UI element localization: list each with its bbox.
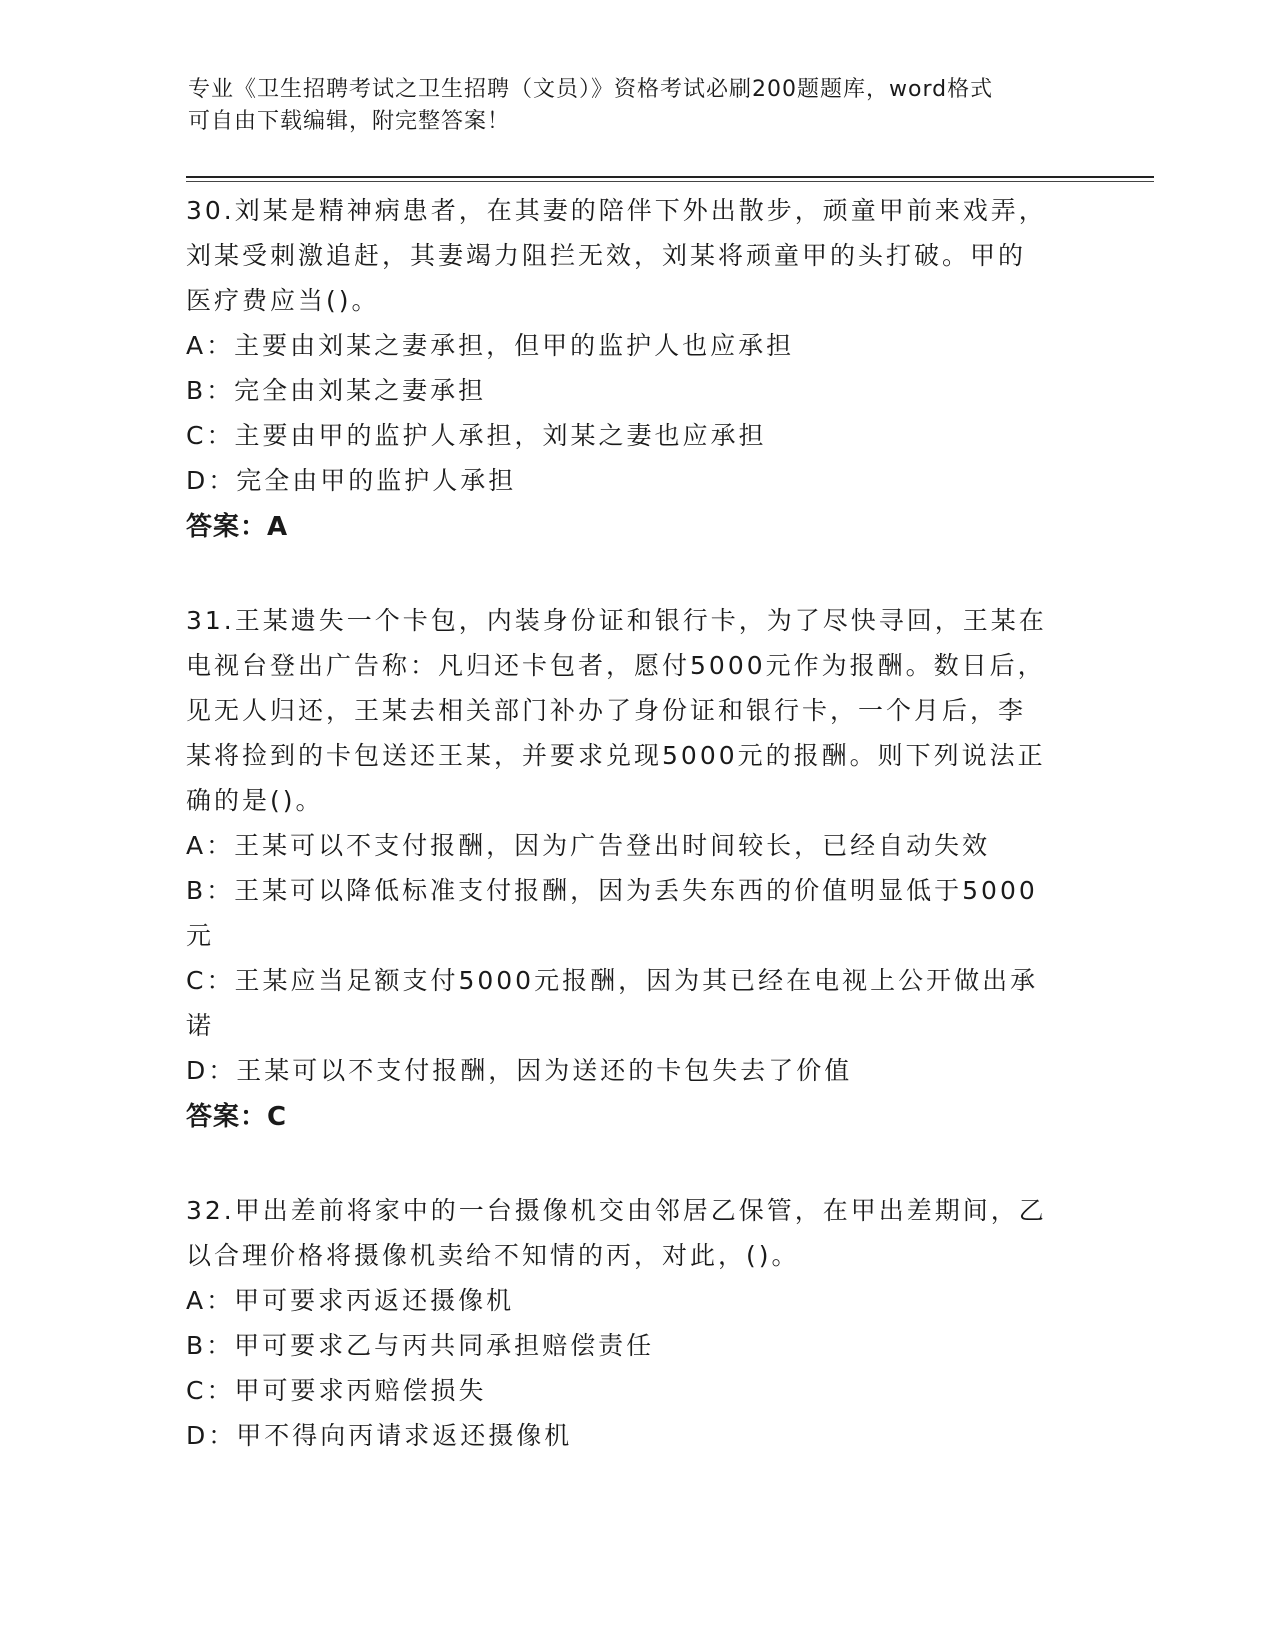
question-stem-line: 31.王某遗失一个卡包，内装身份证和银行卡，为了尽快寻回，王某在 <box>186 606 1047 635</box>
question-stem-line: 电视台登出广告称：凡归还卡包者，愿付5000元作为报酬。数日后， <box>186 651 1046 680</box>
question-32 <box>186 1188 1086 1458</box>
question-stem-line: 32.甲出差前将家中的一台摄像机交由邻居乙保管，在甲出差期间，乙 <box>186 1196 1047 1225</box>
header-divider-thin <box>186 181 1154 182</box>
question-stem-line: 医疗费应当()。 <box>186 286 380 315</box>
question-stem-line: 见无人归还，王某去相关部门补办了身份证和银行卡，一个月后，李 <box>186 696 1027 725</box>
document-header <box>188 74 1068 138</box>
question-stem-line: 以合理价格将摄像机卖给不知情的丙，对此，()。 <box>186 1241 800 1270</box>
option-c-continued: 诺 <box>186 1011 215 1040</box>
question-30 <box>186 188 1086 550</box>
option-a: A：甲可要求丙返还摄像机 <box>186 1286 515 1315</box>
option-b: B：完全由刘某之妻承担 <box>186 376 487 405</box>
question-list <box>186 188 1086 1506</box>
option-c: C：主要由甲的监护人承担，刘某之妻也应承担 <box>186 421 767 450</box>
option-b: B：甲可要求乙与丙共同承担赔偿责任 <box>186 1331 655 1360</box>
option-a: A：主要由刘某之妻承担，但甲的监护人也应承担 <box>186 331 795 360</box>
option-b-continued: 元 <box>186 921 215 950</box>
answer-label: 答案：A <box>186 512 289 542</box>
question-stem-line: 确的是()。 <box>186 786 324 815</box>
header-title-line-2: 可自由下载编辑，附完整答案！ <box>188 109 511 134</box>
answer-label: 答案：C <box>186 1102 288 1132</box>
header-divider <box>186 176 1154 178</box>
question-31 <box>186 598 1086 1140</box>
option-c: C：王某应当足额支付5000元报酬，因为其已经在电视上公开做出承 <box>186 966 1039 995</box>
option-d: D：王某可以不支付报酬，因为送还的卡包失去了价值 <box>186 1056 853 1085</box>
option-a: A：王某可以不支付报酬，因为广告登出时间较长，已经自动失效 <box>186 831 991 860</box>
question-stem-line: 刘某受刺激追赶，其妻竭力阻拦无效，刘某将顽童甲的头打破。甲的 <box>186 241 1027 270</box>
question-stem-line: 某将捡到的卡包送还王某，并要求兑现5000元的报酬。则下列说法正 <box>186 741 1046 770</box>
option-c: C：甲可要求丙赔偿损失 <box>186 1376 487 1405</box>
header-title-line-1: 专业《卫生招聘考试之卫生招聘（文员）》资格考试必刷200题题库，word格式 <box>188 77 994 102</box>
option-d: D：完全由甲的监护人承担 <box>186 466 517 495</box>
question-stem-line: 30.刘某是精神病患者，在其妻的陪伴下外出散步，顽童甲前来戏弄， <box>186 196 1047 225</box>
option-b: B：王某可以降低标准支付报酬，因为丢失东西的价值明显低于5000 <box>186 876 1038 905</box>
option-d: D：甲不得向丙请求返还摄像机 <box>186 1421 573 1450</box>
